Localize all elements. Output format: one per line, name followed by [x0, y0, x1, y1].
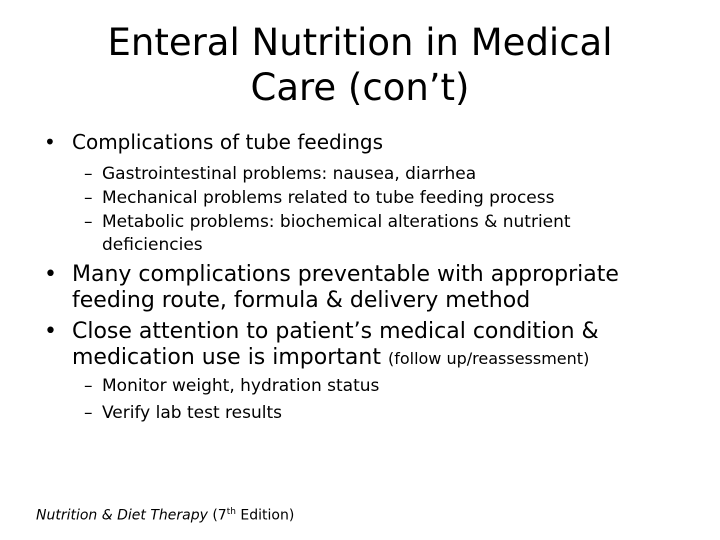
- sub-item-verify-lab: [84, 402, 682, 425]
- bullet-text-line-1: Close attention to patient’s medical condition &: [72, 319, 599, 344]
- slide-title-line-2: Care (con’t): [250, 66, 470, 109]
- bullet-complications: [44, 129, 383, 155]
- bullet-text: Complications of tube feedings: [72, 130, 384, 154]
- sub-item-text-continued: deficiencies: [102, 235, 203, 255]
- bullet-text-line-1: Many complications preventable with appropriate: [72, 262, 619, 287]
- footer-edition-sup: th: [226, 507, 236, 517]
- bullet-note: (follow up/reassessment): [387, 349, 590, 368]
- slide-title-line-1: Enteral Nutrition in Medical: [107, 21, 613, 64]
- footer-citation: [36, 507, 294, 524]
- bullet-marker: •: [44, 262, 57, 287]
- bullet-marker: •: [44, 130, 56, 154]
- sub-item-text: Gastrointestinal problems: nausea, diarrhea: [102, 164, 477, 184]
- slide-title: [60, 20, 660, 110]
- dash-marker: –: [84, 188, 93, 208]
- dash-marker: –: [84, 164, 93, 184]
- dash-marker: –: [84, 212, 93, 232]
- bullet-close-attention: [44, 319, 599, 372]
- sub-item-text: Mechanical problems related to tube feeding process: [102, 188, 555, 208]
- dash-marker: –: [84, 403, 93, 423]
- sub-item-gastrointestinal: [84, 163, 682, 186]
- sub-item-monitor-weight: [84, 375, 682, 398]
- footer-edition-close: Edition): [235, 507, 295, 524]
- dash-marker: –: [84, 376, 93, 396]
- footer-book-title: Nutrition & Diet Therapy: [36, 507, 208, 524]
- bullet-marker: •: [44, 319, 57, 344]
- sub-item-text: Metabolic problems: biochemical alterations & nutrient: [102, 212, 571, 232]
- sub-item-text: Verify lab test results: [102, 403, 282, 423]
- sub-item-metabolic: [84, 211, 682, 257]
- bullet-preventable: [44, 262, 619, 314]
- footer-edition-open: (7: [212, 507, 227, 524]
- bullet-text-line-2: medication use is important: [72, 345, 381, 370]
- sub-item-mechanical: [84, 187, 682, 210]
- bullet-text-line-2: feeding route, formula & delivery method: [72, 288, 531, 313]
- sub-item-text: Monitor weight, hydration status: [102, 376, 380, 396]
